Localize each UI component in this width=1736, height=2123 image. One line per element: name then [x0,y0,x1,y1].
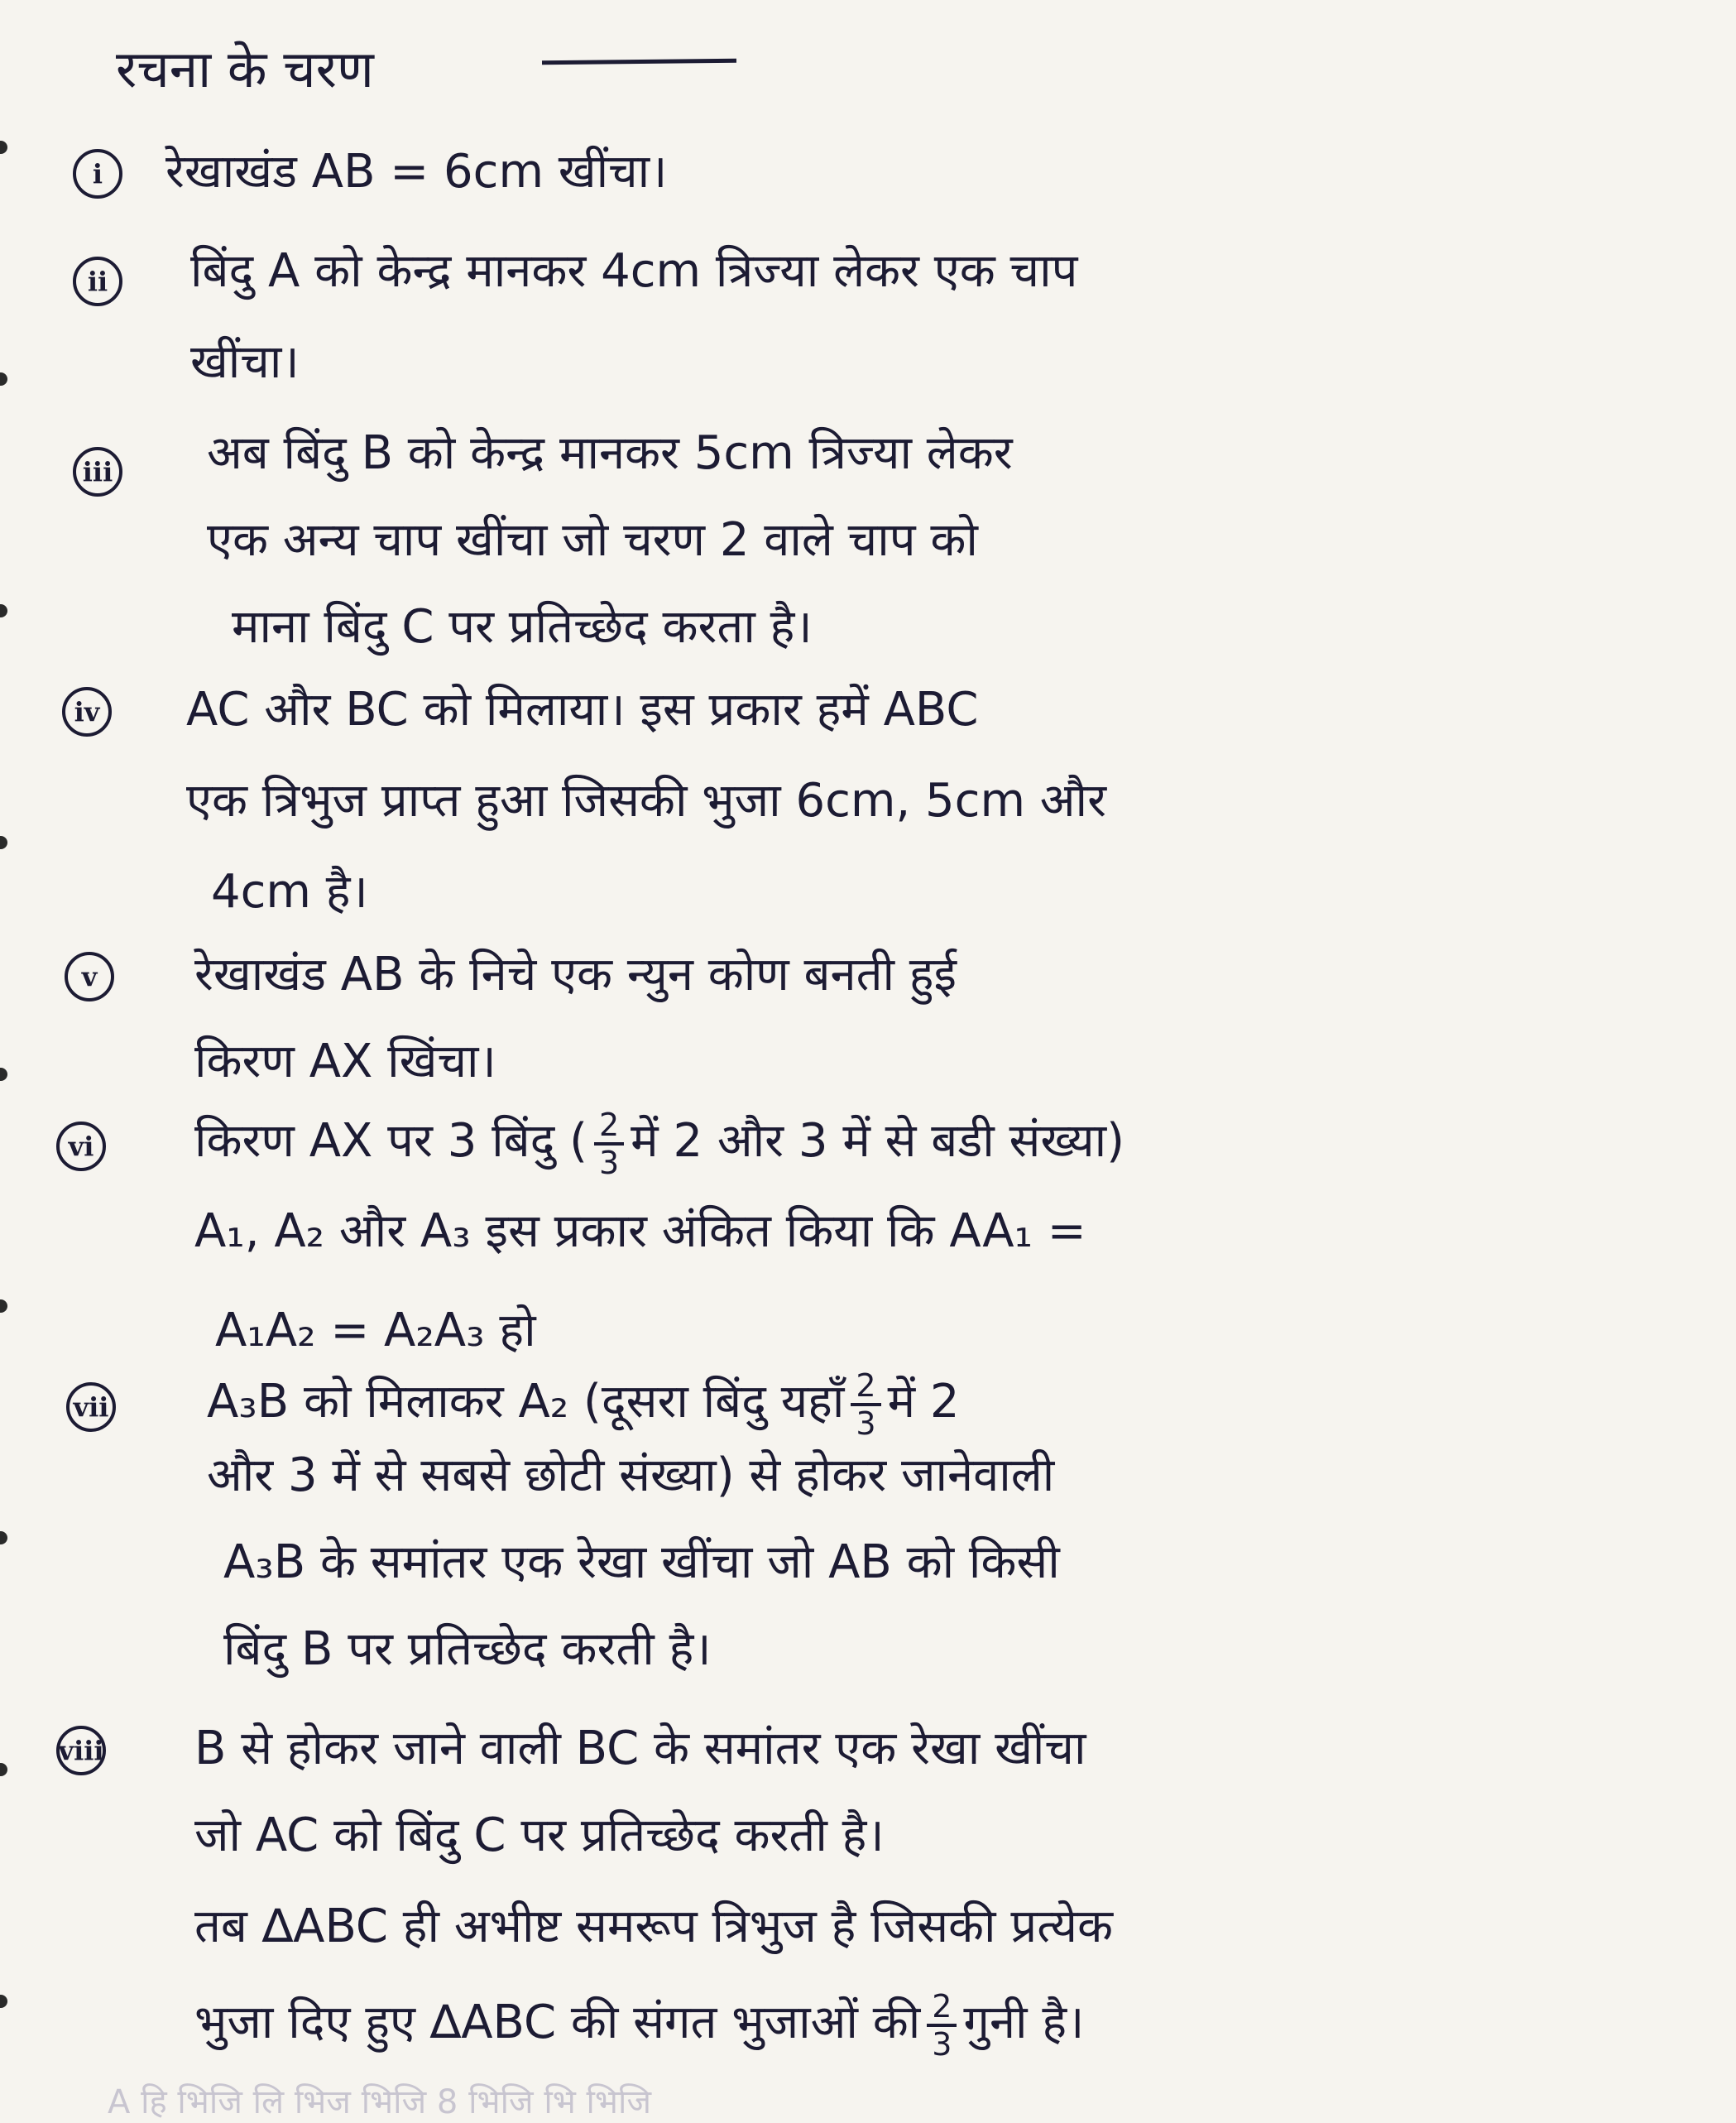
step-viii-line-1: B से होकर जाने वाली BC के समांतर एक रेखा खींचा [194,1722,1086,1775]
fraction-two-thirds [594,1109,624,1179]
step-vii-line-1-text: A₃B को मिलाकर A₂ (दूसरा बिंदु यहाँ [207,1375,845,1429]
step-vi-line-2: A₁, A₂ और A₃ इस प्रकार अंकित किया कि AA₁ = [194,1204,1086,1258]
fraction-numerator: 2 [594,1109,624,1146]
step-marker-vi: vi [56,1122,106,1171]
fraction-two-thirds [851,1367,880,1442]
step-v-line-2: किरण AX खिंचा। [194,1035,496,1088]
step-marker-viii: viii [56,1726,106,1775]
fraction-denominator: 3 [932,2026,952,2063]
step-i-line-1: रेखाखंड AB = 6cm खींचा। [165,145,668,199]
fraction-denominator: 3 [856,1405,876,1442]
step-iv-line-2: एक त्रिभुज प्राप्त हुआ जिसकी भुजा 6cm, 5cm और [186,774,1107,828]
step-marker-i: i [73,149,122,199]
step-vii-line-3: A₃B के समांतर एक रेखा खींचा जो AB को किसी [223,1535,1060,1589]
step-iii-line-2: एक अन्य चाप खींचा जो चरण 2 वाले चाप को [207,513,978,567]
page-title: रचना के चरण [116,39,374,99]
step-viii-line-4 [194,1988,1085,2063]
step-marker-iii: iii [73,447,122,497]
step-viii-line-4-tail: गुनी है। [963,1996,1085,2050]
step-iv-line-3: 4cm है। [211,865,368,919]
step-vii-line-1-tail: में 2 [887,1375,960,1429]
step-iii-line-1: अब बिंदु B को केन्द्र मानकर 5cm त्रिज्या लेकर [207,426,1013,480]
binder-hole [0,1531,7,1544]
step-vi-line-3: A₁A₂ = A₂A₃ हो [215,1304,536,1357]
step-marker-ii: ii [73,257,122,306]
step-ii-line-2: खींचा। [190,335,300,389]
step-marker-vii: vii [66,1382,116,1432]
step-marker-iv: iv [62,687,112,737]
step-ii-line-1: बिंदु A को केन्द्र मानकर 4cm त्रिज्या लेकर एक चाप [190,244,1078,298]
bleed-through-text: A हि भिजि लि भिज भिजि 8 भिजि भि भिजि [108,2083,652,2121]
binder-hole [0,604,7,617]
step-vii-line-1 [207,1367,960,1442]
fraction-two-thirds [927,1988,957,2063]
step-viii-line-3: तब ∆ABC ही अभीष्ट समरूप त्रिभुज है जिसकी प्रत्येक [194,1900,1113,1953]
fraction-numerator: 2 [851,1370,880,1406]
step-vi-line-1-tail: में 2 और 3 में से बडी संख्या) [631,1114,1125,1169]
binder-hole [0,1068,7,1081]
binder-hole [0,836,7,849]
fraction-denominator: 3 [598,1145,620,1181]
step-viii-line-2: जो AC को बिंदु C पर प्रतिच्छेद करती है। [194,1808,885,1862]
step-marker-v: v [65,952,114,1001]
binder-hole [0,141,7,154]
title-underline [542,59,736,65]
step-v-line-1: रेखाखंड AB के निचे एक न्युन कोण बनती हुई [194,948,957,1001]
step-vii-line-2: और 3 में से सबसे छोटी संख्या) से होकर जानेवाली [207,1448,1055,1502]
step-iii-line-3: माना बिंदु C पर प्रतिच्छेद करता है। [232,600,813,654]
binder-holes [0,0,18,2119]
binder-hole [0,1299,7,1313]
step-iv-line-1: AC और BC को मिलाया। इस प्रकार हमें ABC [186,683,979,737]
step-vi-line-1 [194,1109,1125,1179]
fraction-numerator: 2 [927,1991,957,2027]
step-vi-line-1-text: किरण AX पर 3 बिंदु ( [194,1114,587,1169]
step-viii-line-4-text: भुजा दिए हुए ∆ABC की संगत भुजाओं की [194,1996,921,2050]
binder-hole [0,1995,7,2008]
binder-hole [0,1763,7,1776]
step-vii-line-4: बिंदु B पर प्रतिच्छेद करती है। [223,1622,712,1676]
binder-hole [0,372,7,386]
